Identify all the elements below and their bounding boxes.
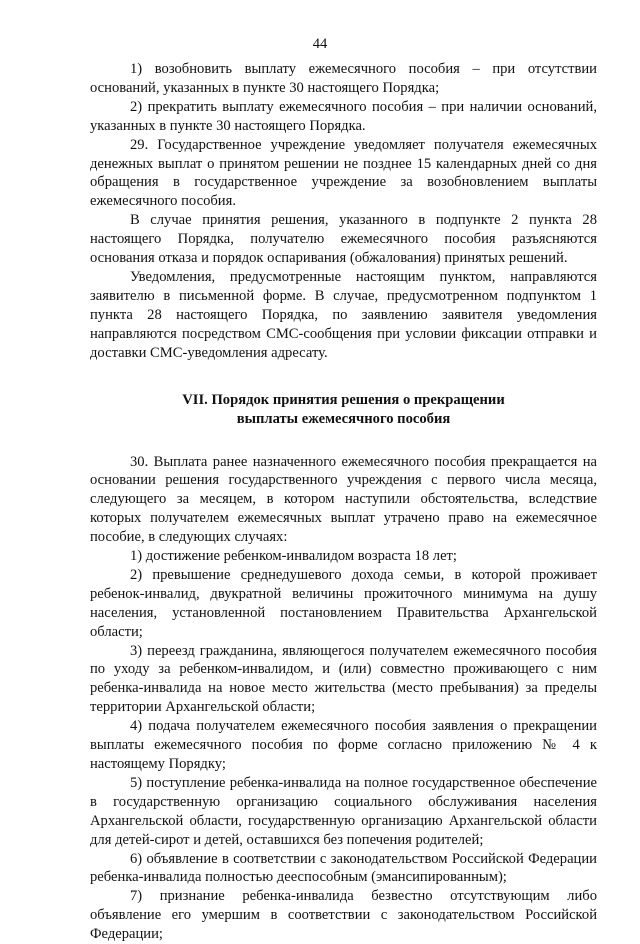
paragraph-refusal-explanation: В случае принятия решения, указанного в подпункте 2 пункта 28 настоящего Порядка, получателю ежемесячного пособия разъясняются основания отказа и порядок оспаривания (обжалования) принятых решений.: [90, 212, 597, 267]
list-item-7-missing: 7) признание ребенка-инвалида безвестно отсутствующим либо объявление его умершим в соответствии с законодательством Российской Федерации;: [90, 888, 597, 943]
paragraph-30: 30. Выплата ранее назначенного ежемесячного пособия прекращается на основании решения государственного учреждения с первого числа месяца, следующего за месяцем, в котором наступили обстоятельства, вследствие которых получателем ежемесячных выплат утрачено право на ежемесячное пособие, в следующих случаях:: [90, 453, 597, 546]
section-heading-line-2: выплаты ежемесячного пособия: [236, 410, 451, 427]
list-item-6-emancipation: 6) объявление в соответствии с законодательством Российской Федерации ребенка-инвалида полностью дееспособным (эмансипированным);: [90, 850, 597, 886]
paragraph-29: 29. Государственное учреждение уведомляет получателя ежемесячных денежных выплат о принятом решении не позднее 15 календарных дней со дня обращения в государственное учреждение за возобновлением выплаты ежемесячного пособия.: [90, 136, 597, 210]
page-number: 44: [312, 36, 328, 52]
list-item-1-age: 1) достижение ребенком-инвалидом возраста 18 лет;: [130, 548, 457, 565]
paragraph-item-1-resume: 1) возобновить выплату ежемесячного пособия – при отсутствии оснований, указанных в пункте 30 настоящего Порядка;: [90, 61, 597, 96]
paragraph-item-2-terminate: 2) прекратить выплату ежемесячного пособия – при наличии оснований, указанных в пункте 30 настоящего Порядка.: [90, 98, 597, 134]
document-body: [90, 60, 597, 944]
list-item-3-relocation: 3) переезд гражданина, являющегося получателем ежемесячного пособия по уходу за ребенком-инвалидом, и (или) совместно проживающего с ним ребенка-инвалида на новое место жительства (место пребывания) за пределы территории Архангельской области;: [90, 642, 597, 716]
section-heading-line-1: VII. Порядок принятия решения о прекращении: [182, 391, 505, 408]
paragraph-notifications: Уведомления, предусмотренные настоящим пунктом, направляются заявителю в письменной форме. В случае, предусмотренном подпунктом 1 пункта 28 настоящего Порядка, по заявлению заявителя уведомления направляются посредством СМС-сообщения при условии фиксации отправки и доставки СМС-уведомления адресату.: [90, 268, 597, 361]
list-item-4-application: 4) подача получателем ежемесячного пособия заявления о прекращении выплаты ежемесячного пособия по форме согласно приложению № 4 к настоящему Порядку;: [90, 718, 597, 772]
section-heading: [90, 391, 597, 429]
list-item-5-state-care: 5) поступление ребенка-инвалида на полное государственное обеспечение в государственную организацию социального обслуживания населения Архангельской области, государственную организацию Архангельской области для детей-сирот и детей, оставшихся без попечения родителей;: [90, 774, 597, 848]
list-item-2-income: 2) превышение среднедушевого дохода семьи, в которой проживает ребенок-инвалид, двукратной величины прожиточного минимума на душу населения, установленной постановлением Правительства Архангельской области;: [90, 566, 597, 640]
